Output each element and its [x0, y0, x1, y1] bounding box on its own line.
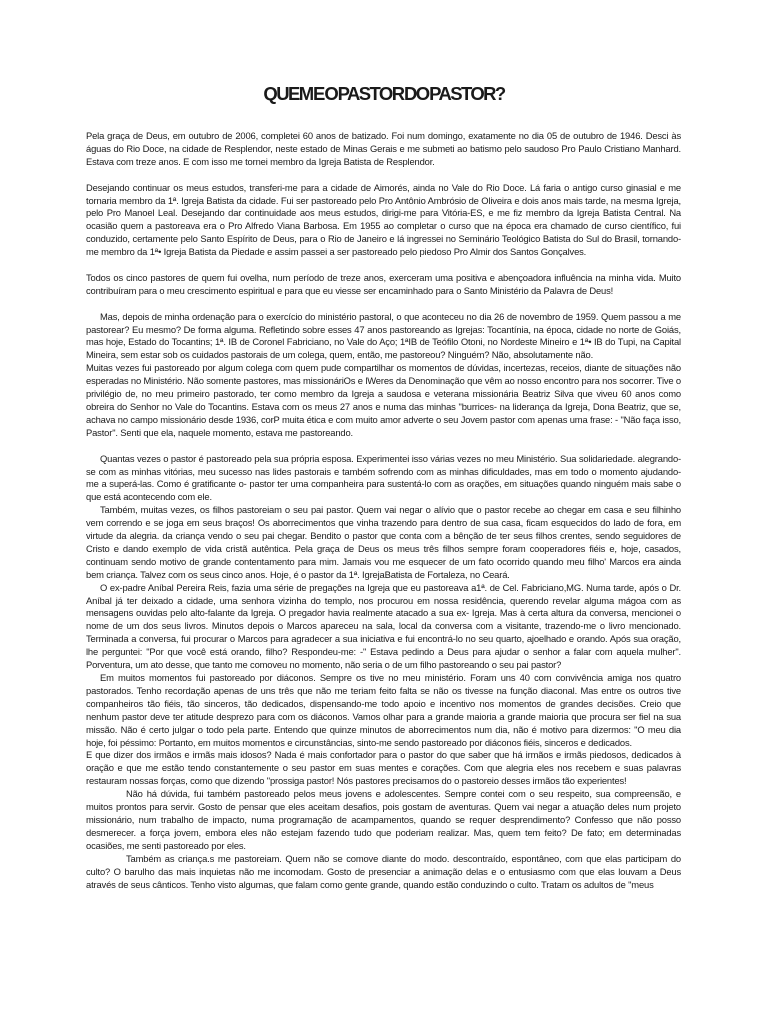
paragraph: O ex-padre Aníbal Pereira Reis, fazia uma série de pregações na Igreja que eu pastoreava a1ª. de Cel. Fabriciano,MG. Numa tarde, após o Dr. Aníbal já ter deixado a cidade, uma senhora vizinha do templo, nos procurou em nossa residência, querendo revelar alguma mágoa com as mensagens ouvidas pelo alto-falante da Igreja. O pregador havia realmente atacado a sua ex- Igreja. Mas à certa altura da conversa, mencionei o nome de um dos seus livros. Minutos depois o Marcos apareceu na sala, local da conversa com a visitante, trazendo-me o livro mencionado. Terminada a conversa, fui procurar o Marcos para agradecer a sua iniciativa e fui encontrá-lo no seu quarto, ajoelhado e orando. Após sua oração, lhe perguntei: "Por que você está orando, filho? Respondeu-me: -" Estava pedindo a Deus para ajudar o senhor a falar com aquela mulher". Porventura, um ato desse, que tanto me comoveu no momento, não seria o de um filho pastoreando o seu pai pastor? — [86, 581, 681, 671]
paragraph: Mas, depois de minha ordenação para o exercício do ministério pastoral, o que aconteceu no dia 26 de novembro de 1959. Quem passou a me pastorear? Eu mesmo? De forma alguma. Refletindo sobre esses 47 anos pastoreando as Igrejas: Tocantínia, na época, cidade no norte de Goiás, mas hoje, Estado do Tocantins; 1ª. IB de Coronel Fabriciano, no Vale do Aço; 1ªIB de Teófilo Otoni, no Nordeste Mineiro e 1ª• IB do Tupi, na Capital Mineira, sem estar sob os cuidados pastorais de um colega, quem, então, me pastoreou? Ninguém? Não, absolutamente não. — [86, 310, 681, 361]
paragraph: Pela graça de Deus, em outubro de 2006, completei 60 anos de batizado. Foi num domingo, exatamente no dia 05 de outubro de 1946. Desci às águas do Rio Doce, na cidade de Resplendor, neste estado de Minas Gerais e me submeti ao batismo pelo saudoso Pro Paulo Cristiano Manhard. Estava com treze anos. E com isso me tornei membro da Igreja Batista de Resplendor. — [86, 130, 681, 167]
paragraph: Também as criança.s me pastoreiam. Quem não se comove diante do modo. descontraído, espontâneo, com que elas participam do culto? O barulho das mais inquietas não me incomodam. Gosto de presenciar a animação delas e o entusiasmo com que elas louvam a Deus através de seus cânticos. Tenho visto algumas, que falam como gente grande, quando estão conduzindo o culto. Tratam os adultos de "meus — [86, 852, 681, 890]
paragraph: Desejando continuar os meus estudos, transferi-me para a cidade de Aimorés, ainda no Vale do Rio Doce. Lá faria o antigo curso ginasial e me tornaria membro da 1ª. Igreja Batista da cidade. Fui ser pastoreado pelo Pro Antônio Ambrósio de Oliveira e dois anos mais tarde, na mesma Igreja, pelo Pro Manoel Leal. Desejando dar continuidade aos meus estudos, dirigi-me para Vitória-ES, e me fiz membro da Igreja Batista Central. Na ocasião quem a pastoreava era o Pro Alfredo Viana Barbosa. Em 1955 ao completar o curso que na época era chamado de curso científico, fui conduzido, certamente pelo Santo Espírito de Deus, para o Rio de Janeiro e lá ingressei no Seminário Teológico Batista do Sul do Brasil, tornando-me membro da 1ª• Igreja Batista da Piedade e assim passei a ser pastoreado pelo piedoso Pro Almir dos Santos Gonçalves. — [86, 181, 681, 258]
paragraph: E que dizer dos irmãos e irmãs mais idosos? Nada é mais confortador para o pastor do que saber que há irmãos e irmãs piedosos, dedicados à oração e que me estão tendo constantemente o seu pastor em suas mentes e corações. Com que alegria eles nos recebem e suas palavras restauram nossas forças, como que dizendo "prossiga pastor! Nós pastores precisamos do o pastoreio desses irmãos tão experientes! — [86, 749, 681, 787]
paragraph: Não há dúvida, fui também pastoreado pelos meus jovens e adolescentes. Sempre contei com o seu respeito, sua compreensão, e muitos prontos para servir. Gosto de pensar que eles aceitam desafios, pois gostam de aventuras. Quem vai negar a atuação deles num projeto missionário, num trabalho de impacto, numa programação de acampamentos, quando se requer desprendimento? Confesso que não posso desmerecer. a força jovem, embora eles não estejam fazendo tudo que poderiam realizar. Mas, quem tem feito? De fato; em determinadas ocasiões, me senti pastoreado por eles. — [86, 788, 681, 851]
paragraph: Todos os cinco pastores de quem fui ovelha, num período de treze anos, exerceram uma positiva e abençoadora influência na minha vida. Muito contribuíram para o meu crescimento espiritual e para que eu viesse ser encaminhado para o Santo Ministério da Palavra de Deus! — [86, 271, 681, 296]
paragraph: Quantas vezes o pastor é pastoreado pela sua própria esposa. Experimentei isso várias vezes no meu Ministério. Sua solidariedade. alegrando-se com as minhas vitórias, meu sucesso nas lides pastorais e também sofrendo com as minhas dificuldades, mas em todo o momento ajudando-me a superá-las. Como é gratificante o- pastor ter uma companheira para sustentá-lo com as orações, em situações quando ninguém mais sabe o que está acontecendo com ele. — [86, 452, 681, 503]
paragraph: Em muitos momentos fui pastoreado por diáconos. Sempre os tive no meu ministério. Foram uns 40 com convivência amiga nos quatro pastorados. Tenho recordação apenas de uns três que não me teriam feito falta se não os tivesse na função diaconal. Mas entre os outros tive companheiros tão fiéis, tão sinceros, tão dedicados, dispensando-me todo apoio e incentivo nos momentos de grandes decisões. Creio que nenhum pastor deve ter atitude desprezo para com os diáconos. Vamos olhar para a grande maioria a grande maioria que procura ser fiel na sua missão. Não é certo julgar o todo pela parte. Entendo que quinze minutos de aborrecimentos num dia, não é motivo para dizermos: "O meu dia hoje, foi péssimo: Portanto, em muitos momentos e circunstâncias, sinto-me sendo pastoreado por diáconos fiéis, sinceros e dedicados. — [86, 672, 681, 748]
page-title: QUEM E O PASTOR DO PASTOR? — [263, 83, 505, 104]
document-body — [86, 130, 681, 891]
paragraph: Muitas vezes fui pastoreado por algum colega com quem pude compartilhar os momentos de dúvidas, incertezas, receios, diante de situações não esperadas no Ministério. Não somente pastores, mas missionáriOs e lWeres da Denominação que vêm ao nosso encontro para nos socorrer. Tive o privilégio de, no meu primeiro pastorado, ter como membro da Igreja a saudosa e veterana missionária Beatriz Silva que viveu 60 anos como obreira do Senhor no Vale do Tocantins. Estava com os meus 27 anos e numa das minhas "burrices- na liderança da Igreja, Dona Beatriz, que se, achava no campo missionário desde 1936, corP muita ética e com muito amor adverte o seu Jovem pastor com apenas uma frase: - "Não faça isso, Pastor". Senti que ela, naquele momento, estava me pastoreando. — [86, 362, 681, 438]
paragraph: Também, muitas vezes, os filhos pastoreiam o seu pai pastor. Quem vai negar o alívio que o pastor recebe ao chegar em casa e seu filhinho vem correndo e se joga em seus braços! Os aborrecimentos que vinha trazendo para dentro de sua casa, ficam esquecidos do lado de fora, em virtude da alegria. da criança vendo o seu pai chegar. Bendito o pastor que conta com a bênção de ter seus filhos crentes, sendo seguidores de Cristo e dando exemplo de vida cristã autêntica. Pela graça de Deus os meus três filhos sempre foram cooperadores fiéis e, hoje, casados, continuam sendo motivo de grande contentamento para mim. Jamais vou me esquecer de um fato ocorrido quando meu filho' Marcos era ainda bem criança. Talvez com os seus cinco anos. Hoje, é o pastor da 1ª. IgrejaBatista de Fortaleza, no Ceará. — [86, 504, 681, 580]
